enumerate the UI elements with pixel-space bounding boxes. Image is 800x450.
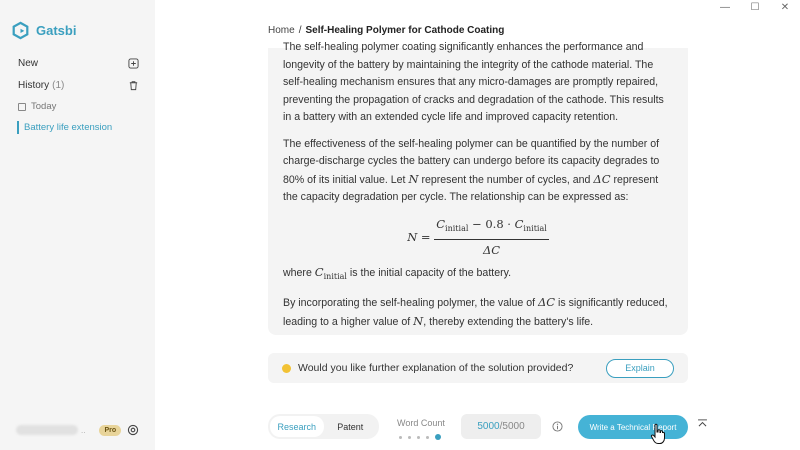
maximize-button[interactable]: ☐ <box>750 1 760 13</box>
word-count-step[interactable] <box>408 436 411 439</box>
history-label: History <box>18 80 50 91</box>
p2-text-c: represent the capacity degradation per cycle. The relationship can be expressed as: <box>283 173 659 203</box>
formula-c1: C <box>436 216 446 231</box>
math-var-n-2: N <box>413 313 424 328</box>
answer-paragraph-4 <box>283 294 673 331</box>
add-square-icon[interactable] <box>128 58 139 69</box>
info-icon[interactable] <box>552 421 563 432</box>
app-name: Gatsbi <box>36 23 77 38</box>
trash-icon[interactable] <box>128 80 139 91</box>
breadcrumb-current: Self-Healing Polymer for Cathode Coating <box>305 25 505 36</box>
word-count-label: Word Count <box>397 418 445 428</box>
history-item-battery-life[interactable] <box>17 121 112 134</box>
answer-paragraph-2 <box>283 136 673 207</box>
p4-text-a: By incorporating the self-healing polymer, the value of <box>283 297 538 309</box>
math-var-c: C <box>314 264 324 279</box>
formula-sub-2: initial <box>523 223 547 233</box>
word-count-step-selected[interactable] <box>435 434 441 440</box>
mode-toggle <box>268 414 379 439</box>
formula-numerator <box>434 216 549 241</box>
group-label: Today <box>31 101 57 112</box>
formula-sub-1: initial <box>445 223 469 233</box>
answer-paragraph-1: The self-healing polymer coating significantly enhances the performance and longevity of the battery by maintaining the integrity of the cathode material. The self-healing mechanism ensures that any micro-damages are promptly repaired, preventing the propagation of cracks and degradation of the cathode. This results in a battery with an extended cycle life and improved capacity retention. <box>283 41 664 123</box>
math-var-delta-c-2: ΔC <box>537 295 556 309</box>
close-button[interactable]: ✕ <box>780 1 790 13</box>
math-var-delta-c: ΔC <box>593 171 611 186</box>
word-count-slider[interactable] <box>399 434 441 440</box>
math-var-n: N <box>408 171 419 186</box>
history-group-today <box>18 101 139 112</box>
explain-button[interactable]: Explain <box>606 359 674 378</box>
word-count-value[interactable]: 5000 <box>477 421 500 432</box>
p2-text-b: represent the number of cycles, and <box>418 173 594 186</box>
answer-card <box>268 41 688 335</box>
window-controls <box>710 0 800 12</box>
p3-text-a: where <box>283 266 315 279</box>
p4-text-c: , thereby extending the battery's life. <box>423 315 594 328</box>
lightbulb-icon <box>282 364 291 373</box>
new-chat-button[interactable] <box>18 58 139 69</box>
write-report-button[interactable]: Write a Technical Report <box>578 415 688 439</box>
word-count-step[interactable] <box>417 436 420 439</box>
history-item-label: Battery life extension <box>24 122 113 133</box>
hand-pointer-cursor-icon <box>650 423 666 445</box>
minimize-button[interactable]: — <box>720 1 730 13</box>
explain-question: Would you like further explanation of the solution provided? <box>298 362 574 374</box>
answer-paragraph-3 <box>283 264 673 286</box>
user-footer <box>16 424 139 436</box>
word-count-step[interactable] <box>399 436 402 439</box>
word-count-step[interactable] <box>426 436 429 439</box>
word-count-input[interactable] <box>461 414 541 439</box>
p2-text-a: The effectiveness of the self-healing polymer can be quantified by the number of charge-discharge cycles the battery can undergo before its capacity degrades to 80% of its initial value. Let <box>283 137 660 186</box>
calendar-icon <box>18 103 26 111</box>
chevron-up-icon[interactable] <box>697 419 708 427</box>
p4-text-b: is significantly reduced, leading to a higher value of <box>283 297 668 328</box>
math-sub-initial: initial <box>323 271 347 281</box>
history-section[interactable] <box>18 80 139 91</box>
formula-c2: C <box>514 216 524 231</box>
breadcrumb <box>268 25 504 36</box>
sidebar <box>0 0 155 450</box>
user-name-blurred[interactable] <box>16 425 78 435</box>
word-count-max: /5000 <box>499 421 525 432</box>
app-logo[interactable] <box>12 22 76 39</box>
explain-prompt <box>268 353 688 383</box>
gatsbi-logo-icon <box>12 22 29 39</box>
breadcrumb-separator: / <box>298 25 302 36</box>
breadcrumb-home[interactable]: Home <box>268 25 295 36</box>
p3-text-b: is the initial capacity of the battery. <box>346 266 512 279</box>
tab-patent[interactable]: Patent <box>337 421 364 432</box>
formula-fraction <box>434 216 549 260</box>
history-count: (1) <box>52 80 65 91</box>
formula-denominator: ΔC <box>482 243 501 257</box>
formula-block <box>283 216 673 257</box>
new-label: New <box>18 58 39 69</box>
formula-mid: − 0.8 · <box>468 216 515 231</box>
formula-lhs: N = <box>407 229 431 244</box>
tab-research[interactable]: Research <box>270 416 324 437</box>
pro-badge: Pro <box>99 425 121 436</box>
user-menu-dots[interactable]: .. <box>81 425 86 435</box>
settings-icon[interactable] <box>127 424 139 436</box>
